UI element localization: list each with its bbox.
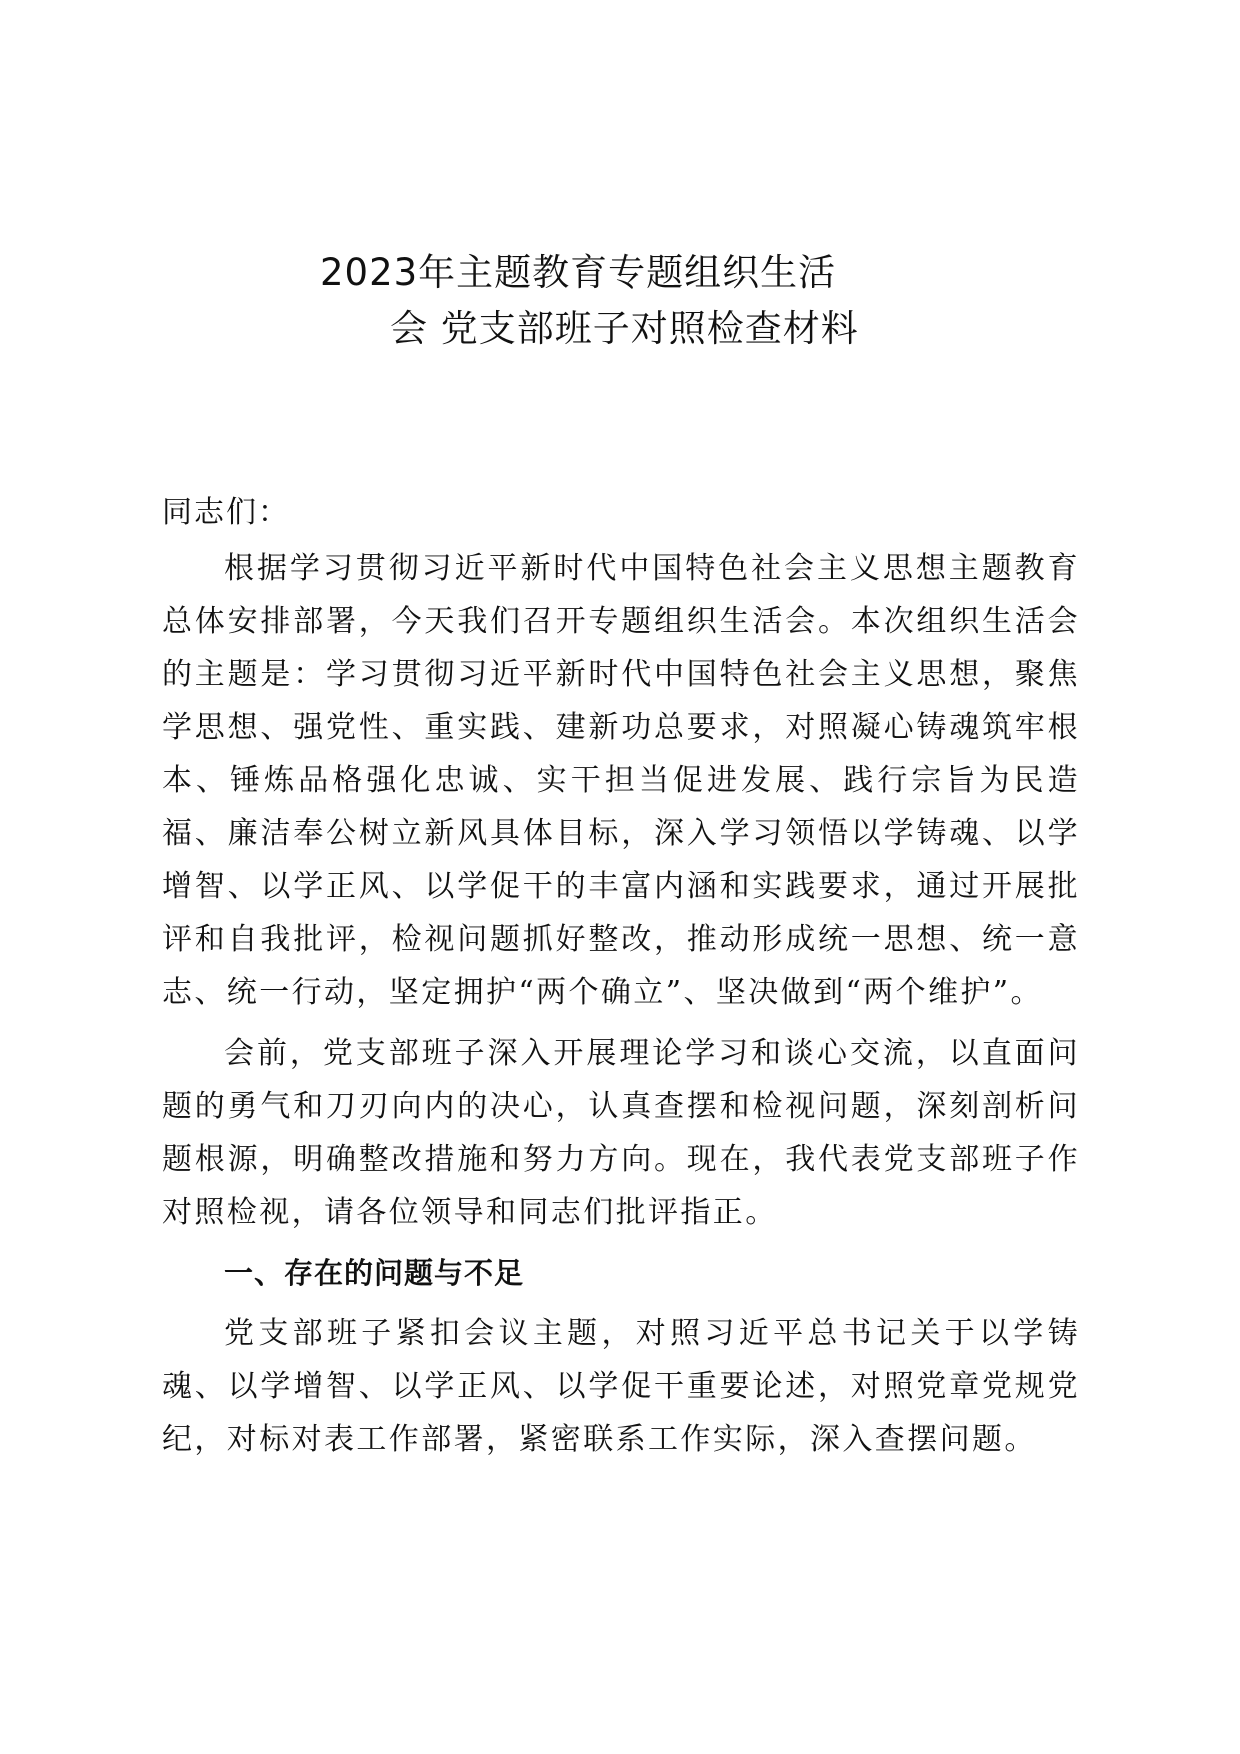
paragraph-1: 根据学习贯彻习近平新时代中国特色社会主义思想主题教育总体安排部署，今天我们召开专题组织生活会。本次组织生活会的主题是：学习贯彻习近平新时代中国特色社会主义思想，聚焦学思想、强党性、重实践、建新功总要求，对照凝心铸魂筑牢根本、锤炼品格强化忠诚、实干担当促进发展、践行宗旨为民造福、廉洁奉公树立新风具体目标，深入学习领悟以学铸魂、以学增智、以学正风、以学促干的丰富内涵和实践要求，通过开展批评和自我批评，检视问题抓好整改，推动形成统一思想、统一意志、统一行动，坚定拥护“两个确立”、坚决做到“两个维护”。 <box>162 551 1080 1010</box>
title-line-1: 2023年主题教育专题组织生活 <box>320 251 837 294</box>
salutation: 同志们： <box>162 495 290 530</box>
title-line-2: 会 党支部班子对照检查材料 <box>390 307 859 350</box>
section-1-heading: 一、存在的问题与不足 <box>224 1256 525 1290</box>
paragraph-3: 党支部班子紧扣会议主题，对照习近平总书记关于以学铸魂、以学增智、以学正风、以学促干重要论述，对照党章党规党纪，对标对表工作部署，紧密联系工作实际，深入查摆问题。 <box>162 1316 1080 1457</box>
document-body <box>162 490 1080 1474</box>
paragraph-2: 会前，党支部班子深入开展理论学习和谈心交流，以直面问题的勇气和刀刃向内的决心，认真查摆和检视问题，深刻剖析问题根源，明确整改措施和努力方向。现在，我代表党支部班子作对照检视，请各位领导和同志们批评指正。 <box>162 1036 1080 1230</box>
document-title <box>160 245 1080 357</box>
